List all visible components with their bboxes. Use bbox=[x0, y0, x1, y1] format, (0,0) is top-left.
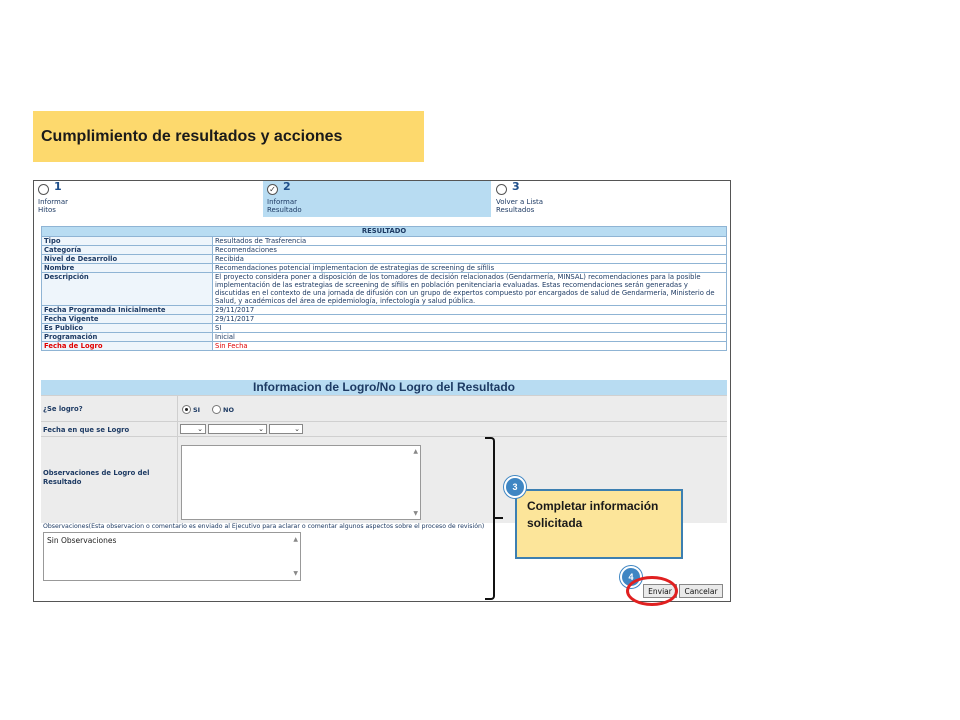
resultado-header: RESULTADO bbox=[42, 227, 727, 237]
table-row: Fecha Programada Inicialmente 29/11/2017 bbox=[42, 306, 727, 315]
table-row: Es Publico SI bbox=[42, 324, 727, 333]
logro-form-title: Informacion de Logro/No Logro del Resultado bbox=[41, 380, 727, 395]
resultado-table bbox=[41, 226, 727, 351]
year-select[interactable] bbox=[269, 424, 303, 434]
table-row: Categoría Recomendaciones bbox=[42, 246, 727, 255]
chevron-down-icon: ⌄ bbox=[197, 425, 203, 433]
se-logro-row: ¿Se logro? SI NO bbox=[41, 395, 727, 422]
month-select[interactable] bbox=[208, 424, 267, 434]
step-badge-4: 4 bbox=[620, 566, 642, 588]
step-2-informar-resultado[interactable]: ✓ 2 Informar Resultado bbox=[263, 181, 491, 217]
annotation-bracket-tick bbox=[493, 517, 503, 519]
scroll-up-icon: ▲ bbox=[293, 536, 298, 543]
page-title-banner: Cumplimiento de resultados y acciones bbox=[33, 111, 424, 162]
radio-si[interactable] bbox=[182, 405, 191, 414]
observaciones-textarea[interactable]: Sin Observaciones ▲ ▼ bbox=[43, 532, 301, 581]
chevron-down-icon: ⌄ bbox=[258, 425, 264, 433]
table-row: Programación Inicial bbox=[42, 333, 727, 342]
table-row: Descripción El proyecto considera poner a disposición de los tomadores de decisión relacionados (Gendarmería, MINSAL) recomendaciones para la posible implementación de las estrategias de screening de sífilis en población penitenciaria evaluadas. Estas recomendaciones serán generadas y discutidas en el contexto de una jornada de difusión con un grupo de expertos compuesto por encargados de salud de Gendarmería, Ministerio de Salud, y académicos del área de epidemiología, infectología y salud pública. bbox=[42, 273, 727, 306]
wizard-steps bbox=[34, 181, 730, 219]
table-row: Fecha de Logro Sin Fecha bbox=[42, 342, 727, 351]
scroll-up-icon: ▲ bbox=[413, 448, 418, 455]
table-row: Nivel de Desarrollo Recibida bbox=[42, 255, 727, 264]
enviar-button[interactable]: Enviar bbox=[643, 584, 677, 598]
step-radio-icon bbox=[38, 184, 49, 195]
table-row: Tipo Resultados de Trasferencia bbox=[42, 237, 727, 246]
table-row: Nombre Recomendaciones potencial implementacion de estrategias de screening de sífilis bbox=[42, 264, 727, 273]
scroll-down-icon: ▼ bbox=[293, 570, 298, 577]
step-badge-3: 3 bbox=[504, 476, 526, 498]
step-1-informar-hitos[interactable]: 1 Informar Hitos bbox=[38, 180, 68, 214]
check-icon: ✓ bbox=[267, 184, 278, 195]
logro-form: Informacion de Logro/No Logro del Resultado ¿Se logro? SI NO Fecha en que se Logro ⌄ ⌄ ⌄ Observaciones de Logro del Resultado ▲ ▼ Observaciones(Esta observacion o comentario es enviado al Ejecutivo para aclarar o comentar algunos aspectos sobre el proceso de revisión) Sin Observaciones ▲ ▼ Enviar Cancelar bbox=[41, 380, 727, 600]
chevron-down-icon: ⌄ bbox=[294, 425, 300, 433]
table-row: Fecha Vigente 29/11/2017 bbox=[42, 315, 727, 324]
scroll-down-icon: ▼ bbox=[413, 510, 418, 517]
observaciones-logro-row: Observaciones de Logro del Resultado ▲ ▼ bbox=[41, 436, 727, 523]
day-select[interactable] bbox=[180, 424, 206, 434]
cancelar-button[interactable]: Cancelar bbox=[679, 584, 723, 598]
annotation-callout: Completar información solicitada bbox=[515, 489, 683, 559]
fecha-row: Fecha en que se Logro ⌄ ⌄ ⌄ bbox=[41, 421, 727, 437]
step-3-volver-lista[interactable]: 3 Volver a Lista Resultados bbox=[496, 180, 544, 214]
highlight-ring bbox=[626, 576, 678, 606]
observaciones-logro-textarea[interactable] bbox=[181, 445, 421, 520]
radio-no[interactable] bbox=[212, 405, 221, 414]
step-radio-icon bbox=[496, 184, 507, 195]
